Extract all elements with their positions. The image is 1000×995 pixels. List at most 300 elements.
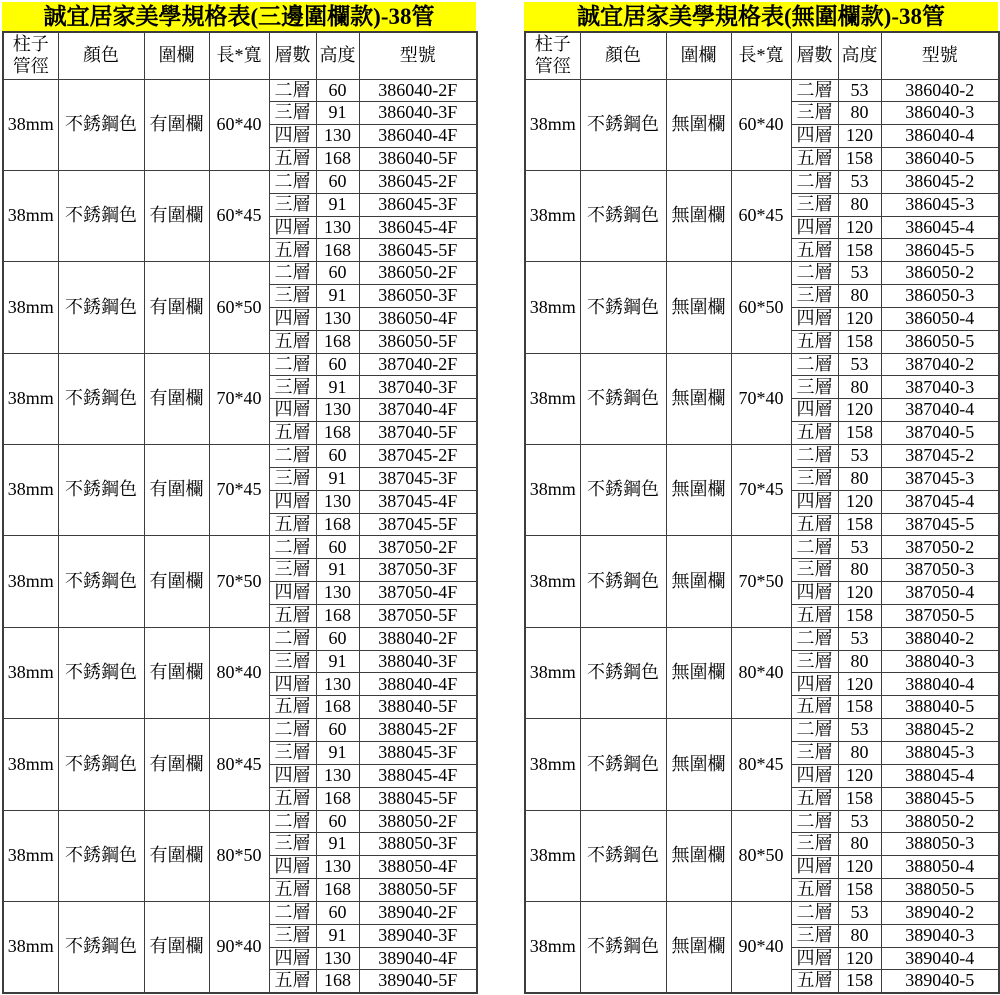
cell-height: 80 [838, 559, 881, 582]
cell-diameter: 38mm [525, 901, 580, 993]
spec-row [3, 353, 477, 376]
cell-height: 91 [316, 650, 359, 673]
cell-color: 不銹鋼色 [580, 170, 666, 261]
spec-row [3, 627, 477, 650]
cell-model: 386045-5 [881, 239, 999, 262]
cell-height: 168 [316, 879, 359, 902]
cell-size: 80*50 [731, 810, 791, 901]
cell-height: 91 [316, 376, 359, 399]
cell-diameter: 38mm [525, 627, 580, 718]
cell-layer: 二層 [269, 445, 316, 468]
cell-height: 158 [838, 604, 881, 627]
cell-size: 90*40 [731, 901, 791, 993]
cell-layer: 三層 [791, 924, 838, 947]
cell-color: 不銹鋼色 [580, 627, 666, 718]
column-header: 型號 [359, 32, 477, 79]
header-row [525, 32, 999, 79]
cell-layer: 三層 [791, 650, 838, 673]
cell-model: 387045-4F [359, 490, 477, 513]
spec-row [525, 353, 999, 376]
cell-model: 387045-4 [881, 490, 999, 513]
cell-layer: 二層 [269, 627, 316, 650]
table-title: 誠宜居家美學規格表(三邊圍欄款)-38管 [2, 2, 476, 31]
cell-height: 158 [838, 422, 881, 445]
cell-fence: 有圍欄 [144, 353, 209, 444]
cell-layer: 五層 [269, 879, 316, 902]
cell-layer: 四層 [269, 490, 316, 513]
cell-model: 386040-4F [359, 125, 477, 148]
cell-height: 53 [838, 536, 881, 559]
cell-diameter: 38mm [3, 901, 58, 993]
cell-height: 53 [838, 353, 881, 376]
cell-layer: 五層 [791, 787, 838, 810]
cell-height: 60 [316, 901, 359, 924]
cell-height: 91 [316, 193, 359, 216]
cell-color: 不銹鋼色 [580, 719, 666, 810]
cell-layer: 三層 [791, 467, 838, 490]
cell-layer: 四層 [791, 764, 838, 787]
cell-model: 386045-2 [881, 170, 999, 193]
cell-model: 389040-2 [881, 901, 999, 924]
column-header: 圍欄 [144, 32, 209, 79]
cell-size: 80*40 [209, 627, 269, 718]
cell-model: 387045-2F [359, 445, 477, 468]
cell-layer: 四層 [269, 673, 316, 696]
cell-height: 53 [838, 170, 881, 193]
spec-table-body [525, 79, 999, 993]
cell-height: 130 [316, 856, 359, 879]
spec-table-body [3, 79, 477, 993]
cell-layer: 五層 [791, 513, 838, 536]
cell-layer: 五層 [269, 970, 316, 993]
spec-table [2, 31, 478, 994]
cell-color: 不銹鋼色 [58, 445, 144, 536]
spec-row [3, 719, 477, 742]
cell-height: 130 [316, 582, 359, 605]
cell-fence: 有圍欄 [144, 445, 209, 536]
cell-height: 130 [316, 673, 359, 696]
cell-size: 70*45 [209, 445, 269, 536]
cell-model: 389040-4F [359, 947, 477, 970]
cell-size: 60*45 [209, 170, 269, 261]
cell-model: 387045-5F [359, 513, 477, 536]
cell-layer: 四層 [269, 125, 316, 148]
spec-row [525, 536, 999, 559]
cell-layer: 五層 [269, 422, 316, 445]
cell-layer: 五層 [791, 696, 838, 719]
cell-layer: 四層 [269, 216, 316, 239]
cell-layer: 三層 [269, 467, 316, 490]
cell-height: 168 [316, 970, 359, 993]
column-header: 高度 [838, 32, 881, 79]
cell-layer: 三層 [269, 376, 316, 399]
cell-height: 80 [838, 741, 881, 764]
cell-height: 60 [316, 170, 359, 193]
cell-diameter: 38mm [3, 353, 58, 444]
cell-height: 158 [838, 513, 881, 536]
cell-model: 388040-3F [359, 650, 477, 673]
cell-model: 387050-2F [359, 536, 477, 559]
cell-layer: 三層 [269, 833, 316, 856]
cell-height: 60 [316, 353, 359, 376]
spec-row [525, 810, 999, 833]
cell-layer: 二層 [791, 536, 838, 559]
cell-height: 168 [316, 330, 359, 353]
cell-model: 387040-3F [359, 376, 477, 399]
cell-layer: 四層 [269, 856, 316, 879]
cell-model: 388040-4F [359, 673, 477, 696]
cell-layer: 五層 [269, 148, 316, 171]
cell-model: 388045-4 [881, 764, 999, 787]
cell-model: 386040-4 [881, 125, 999, 148]
cell-layer: 二層 [791, 353, 838, 376]
cell-height: 130 [316, 399, 359, 422]
cell-height: 158 [838, 239, 881, 262]
cell-layer: 三層 [269, 650, 316, 673]
cell-diameter: 38mm [525, 536, 580, 627]
cell-height: 120 [838, 216, 881, 239]
cell-model: 387040-2 [881, 353, 999, 376]
cell-layer: 二層 [791, 445, 838, 468]
cell-layer: 二層 [791, 719, 838, 742]
cell-layer: 三層 [791, 833, 838, 856]
spec-section-fenced [2, 2, 476, 994]
cell-layer: 四層 [791, 399, 838, 422]
cell-model: 387045-5 [881, 513, 999, 536]
cell-model: 387040-5F [359, 422, 477, 445]
cell-model: 386040-5 [881, 148, 999, 171]
cell-model: 389040-5F [359, 970, 477, 993]
cell-height: 168 [316, 148, 359, 171]
cell-layer: 五層 [269, 787, 316, 810]
cell-model: 386040-2F [359, 79, 477, 102]
cell-layer: 三層 [791, 102, 838, 125]
cell-layer: 五層 [791, 330, 838, 353]
cell-color: 不銹鋼色 [580, 445, 666, 536]
cell-model: 388045-3 [881, 741, 999, 764]
cell-model: 388045-5 [881, 787, 999, 810]
spec-row [3, 536, 477, 559]
column-header: 顏色 [580, 32, 666, 79]
cell-height: 130 [316, 125, 359, 148]
cell-layer: 五層 [269, 239, 316, 262]
cell-layer: 五層 [791, 422, 838, 445]
cell-layer: 三層 [791, 285, 838, 308]
cell-size: 60*40 [209, 79, 269, 170]
cell-diameter: 38mm [3, 445, 58, 536]
cell-model: 388040-5F [359, 696, 477, 719]
cell-model: 388050-3 [881, 833, 999, 856]
cell-color: 不銹鋼色 [580, 901, 666, 993]
cell-size: 70*45 [731, 445, 791, 536]
cell-height: 168 [316, 604, 359, 627]
spec-row [3, 901, 477, 924]
cell-height: 91 [316, 924, 359, 947]
cell-layer: 四層 [269, 399, 316, 422]
cell-layer: 三層 [791, 559, 838, 582]
cell-model: 386045-2F [359, 170, 477, 193]
cell-layer: 二層 [269, 353, 316, 376]
cell-layer: 四層 [791, 490, 838, 513]
cell-layer: 二層 [791, 627, 838, 650]
cell-height: 60 [316, 79, 359, 102]
spec-row [525, 170, 999, 193]
cell-height: 91 [316, 285, 359, 308]
cell-model: 387050-5 [881, 604, 999, 627]
cell-fence: 無圍欄 [666, 810, 731, 901]
spec-row [525, 79, 999, 102]
cell-model: 388050-3F [359, 833, 477, 856]
cell-height: 120 [838, 764, 881, 787]
cell-layer: 四層 [791, 856, 838, 879]
cell-height: 91 [316, 833, 359, 856]
cell-diameter: 38mm [525, 810, 580, 901]
cell-height: 60 [316, 719, 359, 742]
cell-model: 387040-5 [881, 422, 999, 445]
cell-height: 168 [316, 513, 359, 536]
cell-model: 387050-4F [359, 582, 477, 605]
cell-color: 不銹鋼色 [58, 901, 144, 993]
cell-model: 386050-5 [881, 330, 999, 353]
cell-fence: 無圍欄 [666, 901, 731, 993]
cell-layer: 五層 [269, 513, 316, 536]
cell-height: 80 [838, 193, 881, 216]
cell-color: 不銹鋼色 [58, 79, 144, 170]
cell-model: 387040-2F [359, 353, 477, 376]
cell-model: 386050-2F [359, 262, 477, 285]
cell-model: 389040-2F [359, 901, 477, 924]
cell-size: 70*40 [209, 353, 269, 444]
cell-model: 388040-2F [359, 627, 477, 650]
cell-model: 388040-4 [881, 673, 999, 696]
cell-height: 53 [838, 262, 881, 285]
cell-height: 120 [838, 307, 881, 330]
cell-height: 80 [838, 924, 881, 947]
cell-layer: 四層 [791, 125, 838, 148]
spec-row [525, 445, 999, 468]
cell-layer: 三層 [269, 741, 316, 764]
spec-table-head [3, 32, 477, 79]
cell-size: 80*40 [731, 627, 791, 718]
cell-fence: 有圍欄 [144, 262, 209, 353]
spec-row [525, 719, 999, 742]
cell-height: 168 [316, 422, 359, 445]
cell-color: 不銹鋼色 [580, 79, 666, 170]
cell-fence: 有圍欄 [144, 719, 209, 810]
cell-height: 91 [316, 102, 359, 125]
cell-layer: 三層 [269, 102, 316, 125]
cell-model: 387045-3F [359, 467, 477, 490]
cell-height: 91 [316, 741, 359, 764]
cell-model: 388040-5 [881, 696, 999, 719]
spec-table [524, 31, 1000, 994]
cell-height: 53 [838, 79, 881, 102]
cell-diameter: 38mm [3, 79, 58, 170]
cell-layer: 二層 [269, 262, 316, 285]
cell-height: 120 [838, 947, 881, 970]
cell-model: 388050-4F [359, 856, 477, 879]
spec-row [525, 627, 999, 650]
cell-layer: 二層 [269, 719, 316, 742]
cell-layer: 二層 [269, 901, 316, 924]
cell-layer: 五層 [791, 970, 838, 993]
cell-model: 386050-4 [881, 307, 999, 330]
cell-model: 388050-5 [881, 879, 999, 902]
cell-size: 70*50 [209, 536, 269, 627]
cell-model: 389040-3 [881, 924, 999, 947]
spec-row [3, 79, 477, 102]
cell-fence: 無圍欄 [666, 536, 731, 627]
cell-layer: 四層 [269, 582, 316, 605]
cell-height: 158 [838, 330, 881, 353]
cell-size: 80*45 [209, 719, 269, 810]
cell-height: 60 [316, 627, 359, 650]
column-header: 層數 [791, 32, 838, 79]
cell-layer: 五層 [791, 604, 838, 627]
cell-size: 70*50 [731, 536, 791, 627]
cell-diameter: 38mm [3, 627, 58, 718]
spec-row [3, 445, 477, 468]
cell-height: 120 [838, 673, 881, 696]
spec-row [3, 810, 477, 833]
cell-layer: 二層 [269, 810, 316, 833]
cell-size: 70*40 [731, 353, 791, 444]
cell-height: 130 [316, 947, 359, 970]
cell-layer: 三層 [269, 285, 316, 308]
cell-layer: 四層 [269, 764, 316, 787]
cell-fence: 無圍欄 [666, 170, 731, 261]
column-header: 顏色 [58, 32, 144, 79]
cell-diameter: 38mm [525, 353, 580, 444]
cell-layer: 二層 [269, 536, 316, 559]
cell-model: 388040-2 [881, 627, 999, 650]
cell-diameter: 38mm [3, 719, 58, 810]
cell-layer: 三層 [791, 741, 838, 764]
spec-row [3, 170, 477, 193]
cell-size: 90*40 [209, 901, 269, 993]
cell-height: 60 [316, 810, 359, 833]
cell-model: 389040-5 [881, 970, 999, 993]
column-header: 型號 [881, 32, 999, 79]
cell-model: 388050-2F [359, 810, 477, 833]
cell-model: 387050-4 [881, 582, 999, 605]
cell-height: 53 [838, 810, 881, 833]
cell-model: 386050-4F [359, 307, 477, 330]
cell-layer: 四層 [791, 947, 838, 970]
cell-model: 386050-3F [359, 285, 477, 308]
cell-height: 120 [838, 125, 881, 148]
cell-layer: 二層 [791, 170, 838, 193]
cell-model: 386040-3F [359, 102, 477, 125]
cell-model: 388050-4 [881, 856, 999, 879]
cell-layer: 五層 [269, 330, 316, 353]
cell-layer: 三層 [791, 376, 838, 399]
cell-diameter: 38mm [525, 170, 580, 261]
cell-height: 158 [838, 148, 881, 171]
cell-height: 60 [316, 536, 359, 559]
cell-height: 60 [316, 445, 359, 468]
cell-model: 388045-3F [359, 741, 477, 764]
cell-fence: 無圍欄 [666, 719, 731, 810]
cell-model: 388040-3 [881, 650, 999, 673]
cell-layer: 三層 [791, 193, 838, 216]
cell-height: 168 [316, 696, 359, 719]
cell-color: 不銹鋼色 [580, 810, 666, 901]
spec-row [525, 901, 999, 924]
cell-fence: 有圍欄 [144, 810, 209, 901]
cell-model: 388045-2F [359, 719, 477, 742]
cell-model: 386045-3F [359, 193, 477, 216]
table-title: 誠宜居家美學規格表(無圍欄款)-38管 [524, 2, 998, 31]
cell-diameter: 38mm [525, 79, 580, 170]
column-header: 長*寬 [731, 32, 791, 79]
cell-height: 53 [838, 627, 881, 650]
cell-size: 80*50 [209, 810, 269, 901]
column-header: 柱子管徑 [525, 32, 580, 79]
cell-color: 不銹鋼色 [58, 170, 144, 261]
cell-height: 60 [316, 262, 359, 285]
cell-model: 387045-2 [881, 445, 999, 468]
cell-model: 386040-5F [359, 148, 477, 171]
cell-fence: 有圍欄 [144, 170, 209, 261]
cell-layer: 五層 [269, 604, 316, 627]
cell-fence: 無圍欄 [666, 79, 731, 170]
cell-model: 386050-3 [881, 285, 999, 308]
cell-model: 387045-3 [881, 467, 999, 490]
cell-height: 130 [316, 764, 359, 787]
cell-model: 387050-2 [881, 536, 999, 559]
cell-layer: 四層 [269, 947, 316, 970]
cell-color: 不銹鋼色 [580, 536, 666, 627]
cell-model: 389040-4 [881, 947, 999, 970]
cell-layer: 四層 [791, 216, 838, 239]
cell-model: 386045-4F [359, 216, 477, 239]
cell-height: 130 [316, 490, 359, 513]
cell-height: 80 [838, 650, 881, 673]
cell-layer: 二層 [791, 79, 838, 102]
spec-row [525, 262, 999, 285]
cell-height: 80 [838, 102, 881, 125]
cell-color: 不銹鋼色 [58, 810, 144, 901]
cell-size: 60*45 [731, 170, 791, 261]
cell-model: 386050-2 [881, 262, 999, 285]
cell-model: 388045-5F [359, 787, 477, 810]
cell-height: 120 [838, 856, 881, 879]
cell-diameter: 38mm [525, 719, 580, 810]
cell-layer: 五層 [791, 879, 838, 902]
cell-layer: 四層 [791, 582, 838, 605]
cell-height: 158 [838, 970, 881, 993]
cell-color: 不銹鋼色 [580, 262, 666, 353]
cell-height: 158 [838, 879, 881, 902]
cell-fence: 有圍欄 [144, 627, 209, 718]
cell-size: 60*40 [731, 79, 791, 170]
cell-layer: 三層 [269, 924, 316, 947]
cell-color: 不銹鋼色 [58, 536, 144, 627]
cell-fence: 有圍欄 [144, 536, 209, 627]
cell-diameter: 38mm [525, 262, 580, 353]
column-header: 高度 [316, 32, 359, 79]
cell-model: 386045-4 [881, 216, 999, 239]
spec-table-head [525, 32, 999, 79]
cell-model: 388045-2 [881, 719, 999, 742]
cell-fence: 無圍欄 [666, 262, 731, 353]
cell-fence: 無圍欄 [666, 353, 731, 444]
cell-model: 387040-4F [359, 399, 477, 422]
cell-model: 389040-3F [359, 924, 477, 947]
cell-fence: 無圍欄 [666, 445, 731, 536]
cell-model: 386045-3 [881, 193, 999, 216]
